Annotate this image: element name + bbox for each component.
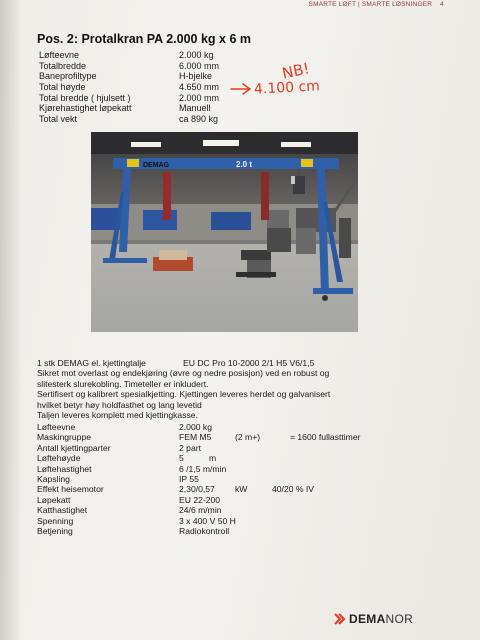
spec-row <box>37 443 437 453</box>
spec-value: 2 part <box>179 442 201 453</box>
spec-value: ca 890 kg <box>179 114 219 125</box>
spec-label: Maskingruppe <box>37 432 91 443</box>
logo-text-bold: DEMA <box>349 612 386 626</box>
spec-label: Løpekatt <box>37 494 71 505</box>
spec-label: Betjening <box>37 525 73 536</box>
crane-photo <box>91 132 358 332</box>
spec-value: 24/6 m/min <box>179 505 222 516</box>
load-label-text: 2.0 t <box>236 160 253 169</box>
spec-label: Kjørehastighet løpekatt <box>39 103 132 114</box>
spec-value: H-bjelke <box>179 71 213 82</box>
spec-row <box>37 505 437 515</box>
spec-row <box>37 474 437 484</box>
description-line: hvilket betyr høy holdfasthet og lang levetid <box>37 399 202 410</box>
spec-label: Effekt heisemotor <box>37 484 104 495</box>
product-line <box>37 358 437 368</box>
spec-label: Spenning <box>37 515 74 526</box>
page-title: Pos. 2: Protalkran PA 2.000 kg x 6 m <box>37 32 251 46</box>
logo-text-light: NOR <box>385 612 414 626</box>
spec-value: 6 /1,5 m/min <box>179 463 227 474</box>
spec-label: Totalbredde <box>39 60 87 71</box>
running-header <box>309 1 444 8</box>
page-number: 4 <box>440 1 444 8</box>
spec-row <box>37 453 437 463</box>
spec-value: 2,30/0,57 <box>179 484 215 495</box>
spec-value: 4.650 mm <box>179 82 220 93</box>
spec-value: EU 22-200 <box>179 494 221 505</box>
spec-label: Løfteevne <box>39 50 80 60</box>
description-line: Taljen leveres komplett med kjettingkasse. <box>37 410 198 421</box>
product-prefix: 1 stk DEMAG el. kjettingtalje <box>37 358 146 368</box>
spec-value: 2.000 kg <box>179 50 214 60</box>
spec-row <box>37 464 437 474</box>
spec-value: 2.000 mm <box>179 92 220 103</box>
crane-photo-illustration <box>91 132 358 332</box>
product-description <box>37 358 437 420</box>
spec-label: Total bredde ( hjulsett ) <box>39 92 131 103</box>
spec-label: Total høyde <box>39 82 86 93</box>
spec-value: IP 55 <box>179 473 199 484</box>
description-line: Sertifisert og kalibrert spesialkjetting. Kjettingen leveres herdet og galvanisert <box>37 389 331 400</box>
spec-label: Total vekt <box>39 114 78 125</box>
page-shadow <box>0 0 22 640</box>
spec-row <box>37 516 437 526</box>
spec-value: Manuell <box>179 103 211 114</box>
spec-value: 2.000 kg <box>179 422 212 432</box>
spec-label: Løftehøyde <box>37 453 81 464</box>
spec-extra: (2 m+) <box>235 432 261 443</box>
spec-label: Løfteevne <box>37 422 76 432</box>
hoist-spec-list <box>37 422 437 536</box>
running-header-text: SMARTE LØFT | SMARTE LØSNINGER <box>308 1 433 8</box>
beam-label-text: DEMAG <box>143 162 170 169</box>
spec-label: Baneprofiltype <box>39 71 97 82</box>
spec-value: 5 <box>179 453 184 464</box>
spec-row <box>37 526 437 536</box>
product-model: EU DC Pro 10-2000 2/1 H5 V6/1,5 <box>183 358 315 368</box>
spec-label: Løftehastighet <box>37 463 92 474</box>
arrow-icon <box>230 83 254 95</box>
spec-value: FEM M5 <box>179 432 212 443</box>
description-line: slitesterk slurekobling. Timeteller er inkludert. <box>37 378 209 389</box>
spec-label: Kapsling <box>37 473 70 484</box>
spec-value: 6.000 mm <box>179 60 220 71</box>
spec-extra: kW <box>235 484 248 495</box>
demanor-logo <box>334 612 413 626</box>
handwritten-nb: NB! <box>280 59 312 83</box>
spec-row <box>37 484 437 494</box>
spec-value: Radiokontroll <box>179 525 230 536</box>
spec-extra: m <box>209 453 217 464</box>
spec-extra: = 1600 fullasttimer <box>290 432 361 443</box>
spec-row <box>37 422 437 432</box>
handwritten-measurement: 4.100 cm <box>253 78 321 98</box>
spec-label: Antall kjettingparter <box>37 442 111 453</box>
spec-row <box>37 495 437 505</box>
spec-extra: 40/20 % IV <box>272 484 315 495</box>
description-line: Sikret mot overlast og endekjøring (øvre og nedre posisjon) ved en robust og <box>37 368 330 379</box>
spec-value: 3 x 400 V 50 H <box>179 515 236 526</box>
spec-label: Katthastighet <box>37 505 88 516</box>
logo-chevron-icon <box>334 613 346 625</box>
spec-row <box>37 432 437 442</box>
